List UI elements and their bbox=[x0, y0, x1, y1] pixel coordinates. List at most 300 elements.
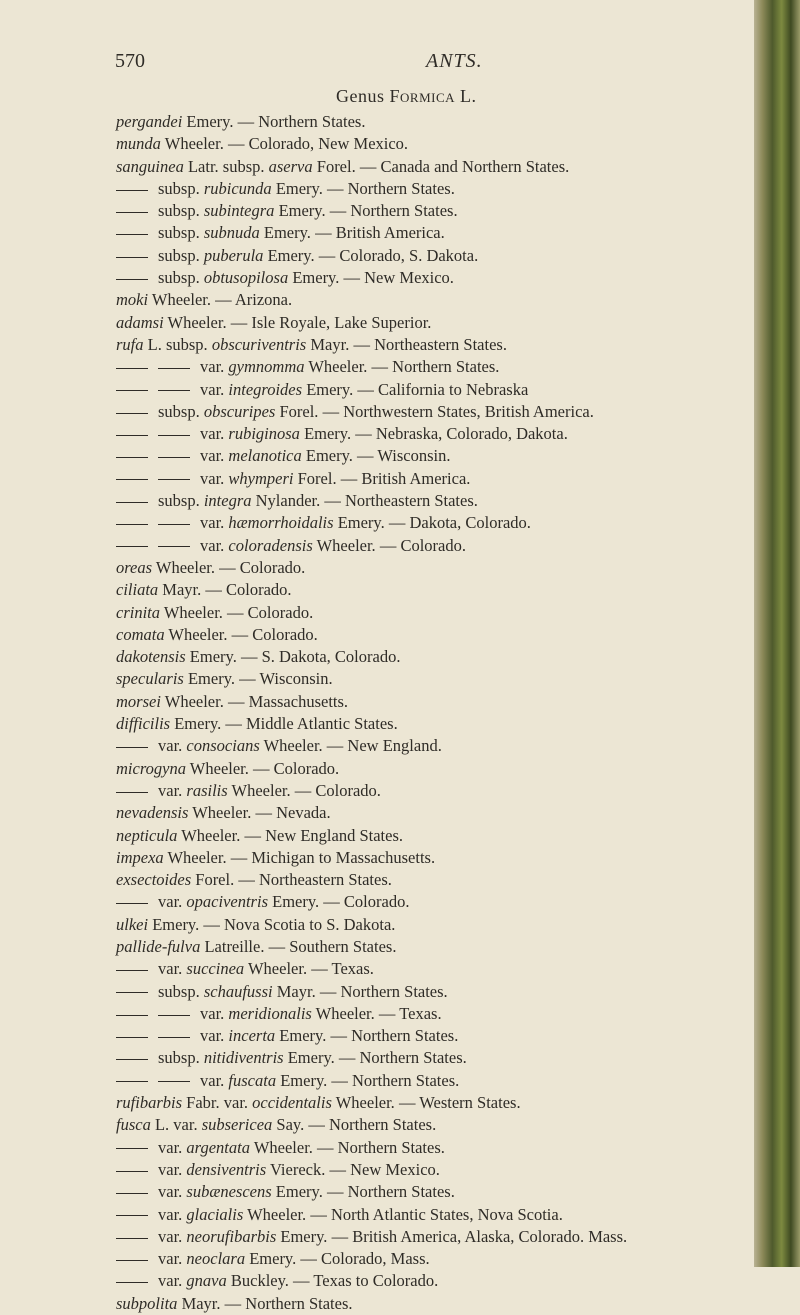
taxon-name: whymperi bbox=[228, 468, 294, 488]
taxon-authority: Wheeler. bbox=[316, 535, 376, 555]
rank-label: var. bbox=[158, 959, 183, 979]
taxon-name: pallide-fulva bbox=[116, 936, 201, 956]
list-item bbox=[116, 289, 800, 311]
taxon-name: crinita bbox=[116, 602, 160, 622]
ditto-dash bbox=[116, 1238, 148, 1239]
distribution: — Texas. bbox=[378, 1003, 442, 1023]
distribution: — New Mexico. bbox=[343, 268, 454, 288]
rank-label: var. bbox=[200, 1070, 225, 1090]
taxon-authority: Emery. bbox=[279, 1026, 327, 1046]
taxon-authority: Wheeler. bbox=[164, 691, 224, 711]
taxon-name: nevadensis bbox=[116, 803, 189, 823]
ditto-dash bbox=[116, 1059, 148, 1060]
taxon-name: opaciventris bbox=[186, 892, 268, 912]
taxon-authority: Emery. bbox=[280, 1226, 328, 1246]
taxon-name: rubiginosa bbox=[228, 424, 300, 444]
list-item bbox=[116, 958, 800, 980]
list-item bbox=[116, 312, 800, 334]
taxon-name: specularis bbox=[116, 669, 184, 689]
distribution: — Northwestern States, British America. bbox=[322, 401, 594, 421]
list-item bbox=[116, 1226, 800, 1248]
ditto-dash bbox=[158, 435, 190, 436]
taxon-name-secondary: aserva bbox=[268, 156, 313, 176]
taxon-authority: Emery. bbox=[292, 268, 340, 288]
taxon-authority: Wheeler. bbox=[308, 357, 368, 377]
taxon-authority-secondary: Mayr. bbox=[310, 334, 350, 354]
running-title: ANTS. bbox=[426, 50, 483, 72]
rank-label: var. bbox=[200, 1026, 225, 1046]
list-item bbox=[116, 891, 800, 913]
ditto-dash bbox=[116, 1282, 148, 1283]
taxon-name: rufa bbox=[116, 334, 144, 354]
list-item bbox=[116, 1159, 800, 1181]
distribution: — Northern States. bbox=[237, 112, 366, 131]
ditto-dash bbox=[116, 413, 148, 414]
ditto-dash bbox=[116, 1081, 148, 1082]
distribution: — Texas. bbox=[311, 959, 374, 979]
taxon-authority: Emery. bbox=[337, 513, 385, 533]
taxon-authority: Wheeler. bbox=[151, 290, 211, 310]
distribution: — Northern States. bbox=[330, 1026, 459, 1046]
taxon-authority: Emery. bbox=[189, 647, 237, 667]
distribution: — Northeastern States. bbox=[353, 334, 507, 354]
list-item bbox=[116, 802, 800, 824]
rank-label: var. bbox=[200, 357, 225, 377]
distribution: — Colorado. bbox=[219, 557, 306, 577]
list-item bbox=[116, 936, 800, 958]
taxon-authority: Mayr. bbox=[162, 580, 202, 600]
taxon-name: subintegra bbox=[203, 201, 275, 221]
rank-label: var. bbox=[200, 379, 225, 399]
taxon-name: densiventris bbox=[186, 1159, 267, 1179]
list-item bbox=[116, 512, 800, 534]
list-item bbox=[116, 445, 800, 467]
taxon-authority: Wheeler. bbox=[247, 1204, 307, 1224]
taxon-name: nitidiventris bbox=[203, 1048, 284, 1068]
taxon-name: microgyna bbox=[116, 758, 186, 778]
ditto-dash bbox=[116, 234, 148, 235]
rank-label: subsp. bbox=[158, 1048, 200, 1068]
distribution: — Middle Atlantic States. bbox=[225, 714, 398, 734]
list-item bbox=[116, 200, 800, 222]
rank-label: var. bbox=[158, 1249, 183, 1269]
list-item bbox=[116, 713, 800, 735]
taxon-name: difficilis bbox=[116, 714, 171, 734]
list-item bbox=[116, 981, 800, 1003]
distribution: — Northern States. bbox=[224, 1293, 353, 1313]
list-item bbox=[116, 156, 800, 178]
ditto-dash bbox=[116, 1148, 148, 1149]
ditto-dash bbox=[116, 479, 148, 480]
rank-label: var. bbox=[200, 446, 225, 466]
list-item bbox=[116, 1137, 800, 1159]
taxon-authority: Emery. bbox=[304, 424, 352, 444]
ditto-dash bbox=[116, 1171, 148, 1172]
ditto-dash bbox=[158, 524, 190, 525]
taxon-authority: Emery. bbox=[272, 892, 320, 912]
list-item bbox=[116, 535, 800, 557]
taxon-authority: Emery. bbox=[267, 245, 315, 265]
distribution: — Colorado. bbox=[379, 535, 466, 555]
taxon-name: subnuda bbox=[203, 223, 260, 243]
taxon-authority: Latr. subsp. bbox=[187, 156, 265, 176]
rank-label: var. bbox=[158, 1159, 183, 1179]
taxon-authority: Emery. bbox=[263, 223, 311, 243]
distribution: — Colorado. bbox=[253, 758, 340, 778]
rank-label: var. bbox=[158, 1137, 183, 1157]
list-item bbox=[116, 825, 800, 847]
taxon-authority: Wheeler. bbox=[247, 959, 308, 979]
taxon-name: subpolita bbox=[116, 1293, 178, 1313]
ditto-dash bbox=[116, 390, 148, 391]
taxon-authority: Wheeler. bbox=[168, 624, 228, 644]
distribution: — Isle Royale, Lake Superior. bbox=[230, 312, 432, 332]
taxon-authority: Buckley. bbox=[230, 1271, 289, 1291]
rank-label: var. bbox=[200, 424, 225, 444]
list-item bbox=[116, 557, 800, 579]
rank-label: subsp. bbox=[158, 223, 200, 243]
distribution: — Texas to Colorado. bbox=[293, 1271, 439, 1291]
distribution: — Northern States. bbox=[308, 1115, 437, 1135]
page-number: 570 bbox=[115, 50, 145, 72]
taxon-name-secondary: obscuriventris bbox=[211, 334, 307, 354]
ditto-dash bbox=[116, 546, 148, 547]
taxon-authority: Wheeler. bbox=[315, 1003, 375, 1023]
rank-label: subsp. bbox=[158, 178, 200, 198]
distribution: — Northern States. bbox=[331, 1070, 460, 1090]
taxon-name: morsei bbox=[116, 691, 161, 711]
taxon-authority: Emery. bbox=[306, 379, 354, 399]
distribution: — Northern States. bbox=[326, 1182, 455, 1202]
taxon-name: subænescens bbox=[186, 1182, 272, 1202]
taxon-authority: Emery. bbox=[186, 112, 234, 131]
distribution: — Western States. bbox=[398, 1093, 521, 1113]
ditto-dash bbox=[116, 1193, 148, 1194]
list-item bbox=[116, 735, 800, 757]
rank-label: var. bbox=[158, 736, 183, 756]
distribution: — Colorado, New Mexico. bbox=[227, 134, 409, 154]
distribution: — Northern States. bbox=[319, 981, 448, 1001]
taxon-name: adamsi bbox=[116, 312, 164, 332]
taxon-name: obtusopilosa bbox=[203, 268, 289, 288]
taxon-name: hæmorrhoidalis bbox=[228, 513, 334, 533]
taxon-name: consocians bbox=[186, 736, 260, 756]
taxon-authority: Wheeler. bbox=[231, 780, 291, 800]
ditto-dash bbox=[158, 479, 190, 480]
ditto-dash bbox=[158, 457, 190, 458]
taxon-authority: Wheeler. bbox=[155, 557, 215, 577]
taxon-authority: Nylander. bbox=[255, 491, 321, 511]
taxon-name: fusca bbox=[116, 1115, 151, 1135]
taxon-authority: Emery. bbox=[278, 201, 326, 221]
distribution: — Northern States. bbox=[371, 357, 500, 377]
distribution: — Canada and Northern States. bbox=[359, 156, 570, 176]
taxon-authority: Emery. bbox=[275, 1182, 323, 1202]
list-item bbox=[116, 646, 800, 668]
taxon-name: munda bbox=[116, 134, 161, 154]
taxon-authority: Mayr. bbox=[181, 1293, 221, 1313]
taxon-authority: L. var. bbox=[154, 1115, 198, 1135]
distribution: — Northern States. bbox=[338, 1048, 467, 1068]
ditto-dash bbox=[116, 1037, 148, 1038]
taxon-name-secondary: subsericea bbox=[201, 1115, 273, 1135]
list-item bbox=[116, 245, 800, 267]
taxon-name: rubicunda bbox=[203, 178, 272, 198]
taxon-authority: Wheeler. bbox=[263, 736, 323, 756]
list-item bbox=[116, 222, 800, 244]
list-item bbox=[116, 1092, 800, 1114]
distribution: — California to Nebraska bbox=[357, 379, 529, 399]
taxon-authority: Emery. bbox=[187, 669, 236, 689]
rank-label: subsp. bbox=[158, 491, 200, 511]
taxon-authority: Emery. bbox=[280, 1070, 328, 1090]
taxon-authority: Wheeler. bbox=[189, 758, 249, 778]
distribution: — Northern States. bbox=[329, 201, 458, 221]
rank-label: var. bbox=[158, 780, 183, 800]
distribution: — S. Dakota, Colorado. bbox=[240, 647, 401, 667]
taxon-name: obscuripes bbox=[203, 401, 276, 421]
genus-heading bbox=[336, 86, 477, 107]
taxon-name: rasilis bbox=[186, 780, 228, 800]
taxon-name: fuscata bbox=[228, 1070, 277, 1090]
list-item bbox=[116, 869, 800, 891]
list-item bbox=[116, 780, 800, 802]
list-item bbox=[116, 468, 800, 490]
rank-label: var. bbox=[200, 513, 225, 533]
list-item bbox=[116, 668, 800, 690]
distribution: — Wisconsin. bbox=[357, 446, 451, 466]
list-item bbox=[116, 579, 800, 601]
list-item bbox=[116, 334, 800, 356]
taxon-authority-secondary: Forel. bbox=[316, 156, 356, 176]
list-item bbox=[116, 267, 800, 289]
distribution: — Colorado. bbox=[294, 780, 381, 800]
ditto-dash bbox=[158, 390, 190, 391]
list-item bbox=[116, 624, 800, 646]
page-header bbox=[0, 50, 800, 80]
list-item bbox=[116, 1204, 800, 1226]
taxon-authority: Wheeler. bbox=[253, 1137, 313, 1157]
taxon-name: incerta bbox=[228, 1026, 276, 1046]
taxon-authority: Emery. bbox=[305, 446, 353, 466]
taxon-name: exsectoides bbox=[116, 870, 192, 890]
distribution: — British America, Alaska, Colorado. Mass. bbox=[331, 1226, 628, 1246]
rank-label: var. bbox=[158, 1204, 183, 1224]
taxon-name: meridionalis bbox=[228, 1003, 312, 1023]
distribution: — Nova Scotia to S. Dakota. bbox=[203, 914, 396, 934]
list-item bbox=[116, 1047, 800, 1069]
taxon-name-secondary: occidentalis bbox=[252, 1093, 332, 1113]
distribution: — Northern States. bbox=[326, 178, 455, 198]
distribution: — Nebraska, Colorado, Dakota. bbox=[355, 424, 568, 444]
taxon-authority: Wheeler. bbox=[167, 847, 227, 867]
taxon-authority: L. subsp. bbox=[147, 334, 208, 354]
ditto-dash bbox=[116, 257, 148, 258]
rank-label: var. bbox=[158, 1226, 183, 1246]
ditto-dash bbox=[116, 368, 148, 369]
taxon-authority: Wheeler. bbox=[164, 134, 224, 154]
list-item bbox=[116, 1025, 800, 1047]
taxon-authority: Forel. bbox=[279, 401, 319, 421]
list-item bbox=[116, 379, 800, 401]
ditto-dash bbox=[116, 190, 148, 191]
rank-label: var. bbox=[158, 892, 183, 912]
list-item bbox=[116, 490, 800, 512]
taxon-name: comata bbox=[116, 624, 165, 644]
genus-prefix: Genus bbox=[336, 86, 385, 106]
taxon-authority: Wheeler. bbox=[167, 312, 227, 332]
distribution: — Massachusetts. bbox=[227, 691, 349, 711]
distribution: — Northern States. bbox=[317, 1137, 445, 1157]
list-item bbox=[116, 1181, 800, 1203]
ditto-dash bbox=[116, 792, 148, 793]
distribution: — New England States. bbox=[244, 825, 404, 845]
list-item bbox=[116, 914, 800, 936]
list-item bbox=[116, 847, 800, 869]
taxon-name: ciliata bbox=[116, 580, 159, 600]
ditto-dash bbox=[116, 970, 148, 971]
distribution: — Northeastern States. bbox=[324, 491, 478, 511]
distribution: — New England. bbox=[326, 736, 442, 756]
taxon-authority: Emery. bbox=[249, 1249, 297, 1269]
list-item bbox=[116, 1070, 800, 1092]
taxon-name: ulkei bbox=[116, 914, 149, 934]
taxon-name: rufibarbis bbox=[116, 1093, 183, 1113]
rank-label: subsp. bbox=[158, 981, 200, 1001]
ditto-dash bbox=[158, 368, 190, 369]
taxon-name: impexa bbox=[116, 847, 164, 867]
list-item bbox=[116, 1114, 800, 1136]
rank-label: var. bbox=[200, 1003, 225, 1023]
genus-name: Formica bbox=[389, 86, 456, 106]
ditto-dash bbox=[116, 1260, 148, 1261]
distribution: — British America. bbox=[315, 223, 445, 243]
rank-label: subsp. bbox=[158, 245, 200, 265]
taxon-name: integra bbox=[203, 491, 252, 511]
species-list bbox=[116, 111, 800, 1315]
rank-label: var. bbox=[200, 535, 225, 555]
rank-label: subsp. bbox=[158, 268, 200, 288]
taxon-name: argentata bbox=[186, 1137, 250, 1157]
list-item bbox=[116, 1270, 800, 1292]
distribution: — North Atlantic States, Nova Scotia. bbox=[310, 1204, 563, 1224]
taxon-name: gymnomma bbox=[228, 357, 305, 377]
taxon-name: nepticula bbox=[116, 825, 178, 845]
distribution: — Colorado, S. Dakota. bbox=[318, 245, 479, 265]
taxon-name: pergandei bbox=[116, 112, 183, 131]
ditto-dash bbox=[158, 1037, 190, 1038]
list-item bbox=[116, 423, 800, 445]
taxon-authority: Viereck. bbox=[270, 1159, 326, 1179]
list-item bbox=[116, 691, 800, 713]
taxon-name: oreas bbox=[116, 557, 153, 577]
taxon-authority: Emery. bbox=[287, 1048, 335, 1068]
list-item bbox=[116, 602, 800, 624]
list-item bbox=[116, 111, 800, 133]
distribution: — Arizona. bbox=[215, 290, 293, 310]
taxon-name: dakotensis bbox=[116, 647, 186, 667]
taxon-authority-secondary: Say. bbox=[276, 1115, 305, 1135]
list-item bbox=[116, 356, 800, 378]
taxon-name: neorufibarbis bbox=[186, 1226, 277, 1246]
ditto-dash bbox=[116, 502, 148, 503]
list-item bbox=[116, 133, 800, 155]
taxon-authority-secondary: Wheeler. bbox=[335, 1093, 395, 1113]
taxon-authority: Latreille. bbox=[204, 936, 265, 956]
taxon-authority: Forel. bbox=[297, 468, 337, 488]
taxon-name: schaufussi bbox=[203, 981, 273, 1001]
ditto-dash bbox=[116, 279, 148, 280]
list-item bbox=[116, 1293, 800, 1315]
ditto-dash bbox=[158, 1015, 190, 1016]
taxon-name: succinea bbox=[186, 959, 245, 979]
list-item bbox=[116, 1248, 800, 1270]
taxon-authority: Mayr. bbox=[276, 981, 316, 1001]
ditto-dash bbox=[116, 747, 148, 748]
taxon-name: integroides bbox=[228, 379, 303, 399]
list-item bbox=[116, 1003, 800, 1025]
distribution: — Colorado, Mass. bbox=[300, 1249, 430, 1269]
taxon-authority: Emery. bbox=[152, 914, 200, 934]
ditto-dash bbox=[158, 1081, 190, 1082]
page-edge-binding bbox=[754, 0, 800, 1267]
ditto-dash bbox=[116, 435, 148, 436]
taxon-name: sanguinea bbox=[116, 156, 184, 176]
rank-label: subsp. bbox=[158, 401, 200, 421]
ditto-dash bbox=[116, 1215, 148, 1216]
distribution: — Michigan to Massachusetts. bbox=[230, 847, 436, 867]
ditto-dash bbox=[158, 546, 190, 547]
rank-label: var. bbox=[158, 1182, 183, 1202]
distribution: — Nevada. bbox=[255, 803, 331, 823]
ditto-dash bbox=[116, 903, 148, 904]
rank-label: var. bbox=[158, 1271, 183, 1291]
ditto-dash bbox=[116, 1015, 148, 1016]
taxon-authority: Fabr. var. bbox=[186, 1093, 249, 1113]
taxon-authority: Wheeler. bbox=[181, 825, 241, 845]
distribution: — New Mexico. bbox=[329, 1159, 440, 1179]
taxon-authority: Emery. bbox=[174, 714, 222, 734]
taxon-name: puberula bbox=[203, 245, 264, 265]
taxon-authority: Forel. bbox=[195, 870, 235, 890]
taxon-name: moki bbox=[116, 290, 149, 310]
ditto-dash bbox=[116, 524, 148, 525]
rank-label: subsp. bbox=[158, 201, 200, 221]
rank-label: var. bbox=[200, 468, 225, 488]
taxon-name: melanotica bbox=[228, 446, 302, 466]
distribution: — Southern States. bbox=[268, 936, 397, 956]
taxon-authority: Wheeler. bbox=[163, 602, 223, 622]
list-item bbox=[116, 178, 800, 200]
genus-author: L. bbox=[460, 86, 477, 106]
list-item bbox=[116, 758, 800, 780]
distribution: — Colorado. bbox=[227, 602, 314, 622]
distribution: — British America. bbox=[340, 468, 471, 488]
ditto-dash bbox=[116, 992, 148, 993]
distribution: — Wisconsin. bbox=[239, 669, 333, 689]
distribution: — Colorado. bbox=[205, 580, 292, 600]
taxon-name: gnava bbox=[186, 1271, 227, 1291]
distribution: — Colorado. bbox=[231, 624, 318, 644]
taxon-name: glacialis bbox=[186, 1204, 244, 1224]
distribution: — Colorado. bbox=[323, 892, 410, 912]
distribution: — Northeastern States. bbox=[238, 870, 392, 890]
taxon-name: coloradensis bbox=[228, 535, 313, 555]
distribution: — Dakota, Colorado. bbox=[388, 513, 531, 533]
taxon-authority: Emery. bbox=[275, 178, 323, 198]
list-item bbox=[116, 401, 800, 423]
taxon-name: neoclara bbox=[186, 1249, 246, 1269]
